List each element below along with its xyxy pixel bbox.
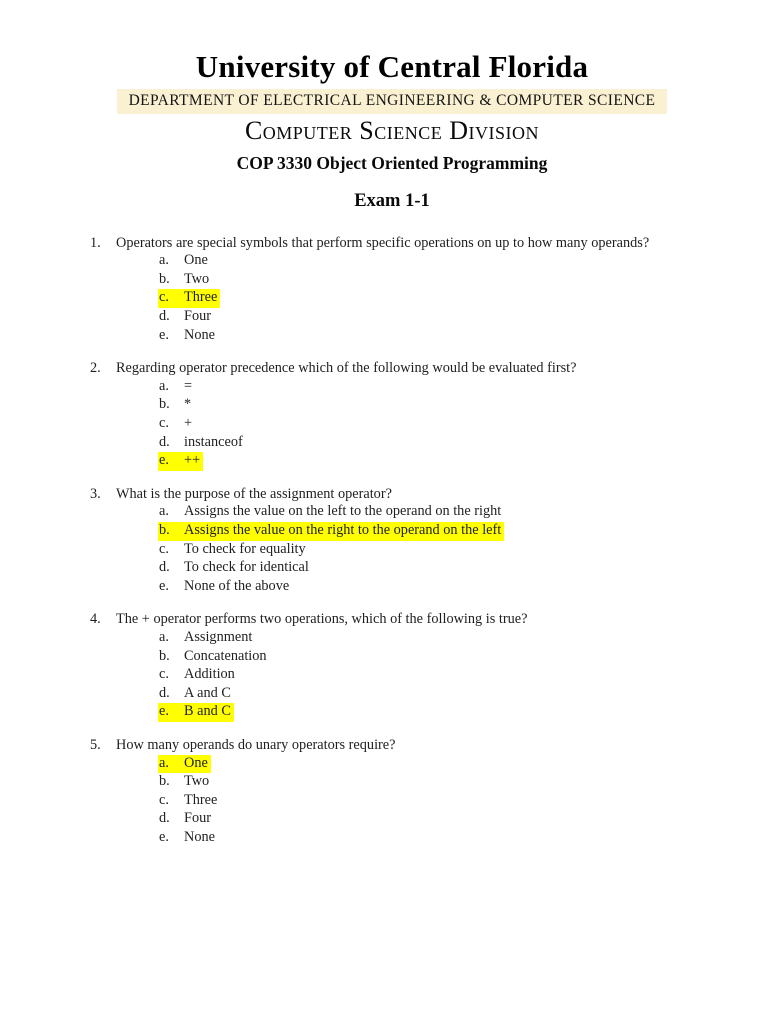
answer-option: [158, 648, 724, 667]
answer-option: [158, 685, 724, 704]
option-letter: c.: [159, 666, 169, 683]
answer-option: [158, 271, 724, 290]
answer-content: [158, 810, 214, 829]
answer-content: [158, 773, 212, 792]
question-line: [90, 235, 724, 253]
option-letter: e.: [159, 828, 169, 845]
question-number: 3.: [90, 485, 101, 502]
option-text: *: [184, 396, 192, 413]
question-text: Regarding operator precedence which of the following would be evaluated first?: [116, 360, 577, 377]
answer-content: [158, 503, 504, 522]
option-letter: d.: [159, 559, 170, 576]
answer-content: [158, 434, 246, 453]
option-text: B and C: [184, 703, 231, 720]
answer-option: [158, 541, 724, 560]
answer-content: [158, 685, 234, 704]
answer-option: [158, 452, 724, 471]
option-text: A and C: [184, 684, 231, 701]
question-line: [90, 611, 724, 629]
question-line: [90, 737, 724, 755]
option-letter: a.: [159, 754, 169, 771]
option-text: Assignment: [184, 628, 253, 645]
exam-title: Exam 1-1: [354, 190, 430, 211]
option-text: None: [184, 828, 215, 845]
university-title: University of Central Florida: [195, 49, 589, 84]
option-letter: a.: [159, 628, 169, 645]
answer-content: [158, 559, 312, 578]
answer-option: [158, 578, 724, 597]
option-text: Assigns the value on the left to the operand on the right: [184, 503, 502, 520]
answer-option: [158, 559, 724, 578]
option-text: Addition: [184, 666, 235, 683]
option-letter: b.: [159, 396, 170, 413]
answer-content: [158, 327, 218, 346]
option-letter: a.: [159, 252, 169, 269]
option-letter: a.: [159, 503, 169, 520]
option-letter: d.: [159, 684, 170, 701]
option-letter: b.: [159, 647, 170, 664]
option-letter: d.: [159, 810, 170, 827]
option-letter: e.: [159, 452, 169, 469]
option-text: Two: [184, 773, 210, 790]
answer-content: [158, 629, 255, 648]
option-letter: e.: [159, 577, 169, 594]
option-letter: d.: [159, 433, 170, 450]
option-text: Concatenation: [184, 647, 267, 664]
option-letter: c.: [159, 540, 169, 557]
option-letter: c.: [159, 791, 169, 808]
answer-content: [158, 308, 214, 327]
answer-option: [158, 810, 724, 829]
option-text: None: [184, 326, 215, 343]
option-letter: c.: [159, 415, 169, 432]
department-name: DEPARTMENT OF ELECTRICAL ENGINEERING & COMPUTER SCIENCE: [117, 89, 668, 114]
question-block: [90, 235, 724, 346]
question-text: What is the purpose of the assignment operator?: [116, 485, 392, 502]
option-text: One: [184, 754, 208, 771]
option-letter: a.: [159, 377, 169, 394]
question-line: [90, 360, 724, 378]
answer-content: [158, 252, 211, 271]
option-letter: b.: [159, 522, 170, 538]
answer-content: [158, 415, 195, 434]
option-text: Assigns the value on the right to the operand on the left: [184, 522, 502, 538]
option-text: =: [184, 377, 193, 394]
option-letter: e.: [159, 326, 169, 343]
highlighted-answer: [158, 289, 220, 308]
options-list: [158, 378, 724, 471]
answer-content: [158, 792, 220, 811]
answer-content: [158, 666, 238, 685]
option-text: One: [184, 252, 208, 269]
highlighted-answer: [158, 755, 211, 774]
options-list: [158, 503, 724, 596]
answer-option: [158, 308, 724, 327]
option-text: instanceof: [184, 433, 243, 450]
department-band-row: [60, 89, 724, 114]
option-text: To check for identical: [184, 559, 309, 576]
highlighted-answer: [158, 703, 234, 722]
option-letter: b.: [159, 270, 170, 287]
answer-option: [158, 792, 724, 811]
answer-option: [158, 327, 724, 346]
answer-option: [158, 755, 724, 774]
answer-content: [158, 541, 309, 560]
questions-list: [90, 235, 724, 848]
question-text: Operators are special symbols that perform specific operations on up to how many operands?: [116, 234, 650, 251]
course-title: COP 3330 Object Oriented Programming: [236, 152, 548, 173]
question-number: 4.: [90, 611, 101, 628]
question-block: [90, 360, 724, 471]
option-text: To check for equality: [184, 540, 306, 557]
option-text: Two: [184, 270, 210, 287]
question-number: 2.: [90, 360, 101, 377]
answer-option: [158, 252, 724, 271]
option-text: Four: [184, 810, 212, 827]
question-text: The + operator performs two operations, which of the following is true?: [116, 611, 528, 628]
answer-option: [158, 434, 724, 453]
question-block: [90, 611, 724, 722]
options-list: [158, 755, 724, 848]
question-block: [90, 486, 724, 597]
question-text: How many operands do unary operators require?: [116, 736, 396, 753]
answer-option: [158, 289, 724, 308]
answer-content: [158, 648, 270, 667]
answer-option: [158, 415, 724, 434]
answer-content: [158, 396, 194, 415]
option-letter: e.: [159, 703, 169, 720]
answer-option: [158, 629, 724, 648]
options-list: [158, 629, 724, 722]
question-number: 1.: [90, 234, 101, 251]
highlighted-answer: [158, 522, 504, 541]
division-name: Computer Science Division: [244, 116, 540, 146]
option-text: Four: [184, 308, 212, 325]
option-letter: d.: [159, 308, 170, 325]
answer-option: [158, 773, 724, 792]
answer-option: [158, 703, 724, 722]
answer-content: [158, 271, 212, 290]
document-header: [60, 50, 724, 212]
answer-option: [158, 396, 724, 415]
option-letter: b.: [159, 773, 170, 790]
answer-content: [158, 378, 195, 397]
answer-content: [158, 829, 218, 848]
option-text: None of the above: [184, 577, 290, 594]
option-letter: c.: [159, 289, 169, 306]
question-number: 5.: [90, 736, 101, 753]
answer-option: [158, 503, 724, 522]
option-text: +: [184, 415, 193, 432]
option-text: Three: [184, 289, 218, 306]
answer-option: [158, 522, 724, 541]
answer-content: [158, 578, 292, 597]
highlighted-answer: [158, 452, 203, 471]
question-block: [90, 737, 724, 848]
options-list: [158, 252, 724, 345]
answer-option: [158, 666, 724, 685]
option-text: Three: [184, 791, 218, 808]
question-line: [90, 486, 724, 504]
answer-option: [158, 829, 724, 848]
option-text: ++: [184, 452, 201, 469]
answer-option: [158, 378, 724, 397]
